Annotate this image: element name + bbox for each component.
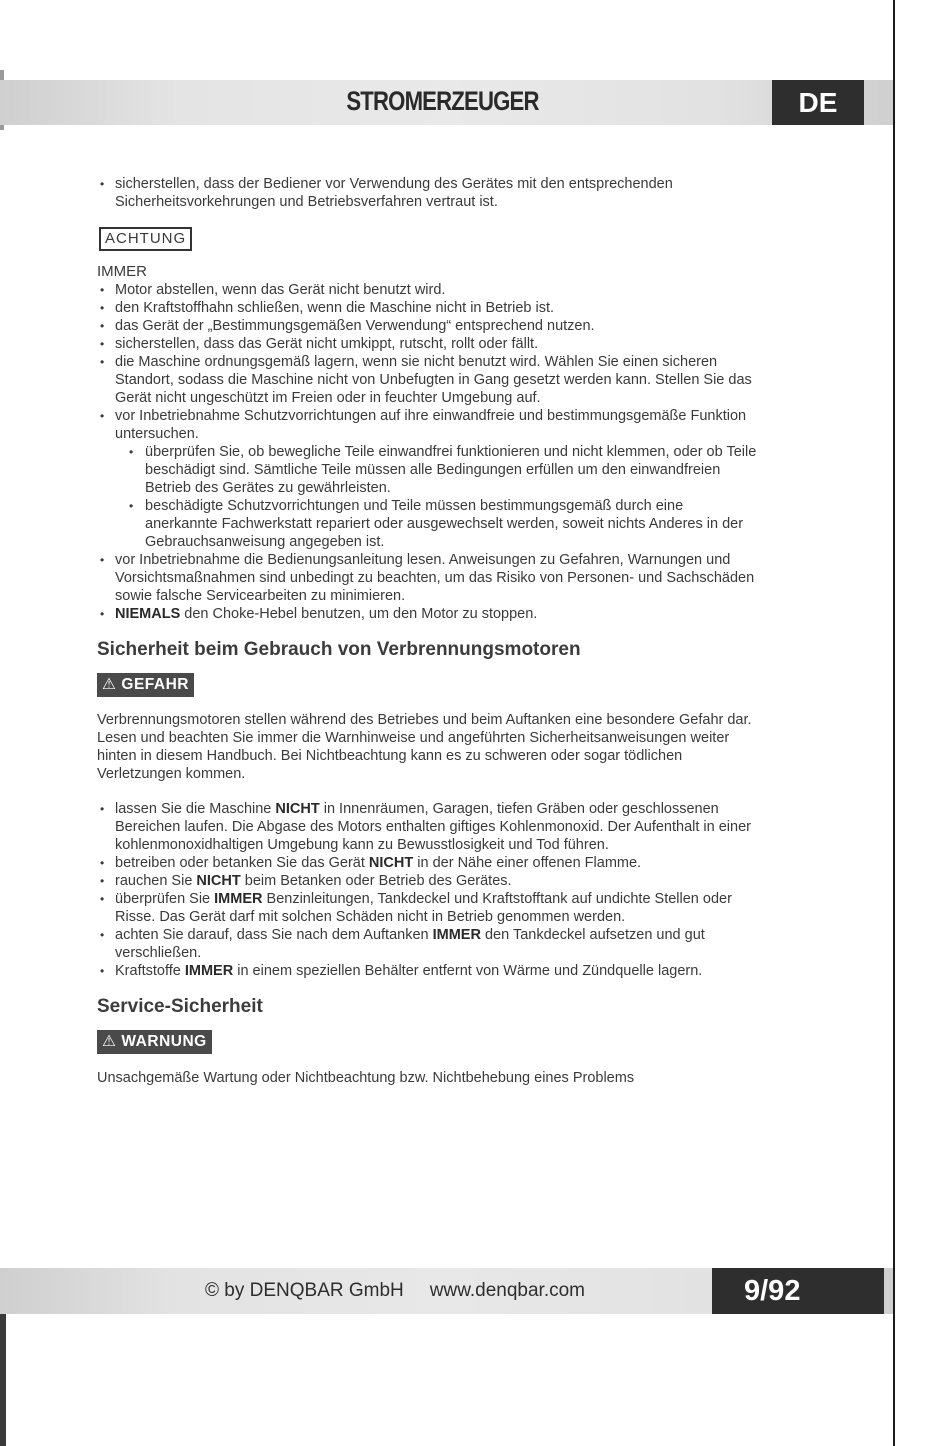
warnung-row: [97, 1030, 757, 1054]
emphasis: IMMER: [184, 963, 234, 979]
warning-triangle-icon: ⚠: [102, 676, 117, 693]
copyright: © by DENQBAR GmbH: [205, 1280, 404, 1301]
achtung-label: ACHTUNG: [99, 227, 192, 251]
list-item: [97, 962, 757, 980]
text: lassen Sie die Maschine: [115, 801, 276, 817]
language-badge: DE: [772, 80, 864, 125]
emphasis: IMMER: [214, 891, 263, 907]
text: den Tankdeckel aufsetzen und gut verschließen.: [115, 927, 705, 961]
footer: [205, 1280, 585, 1302]
section-heading: Service-Sicherheit: [97, 996, 263, 1017]
warning-label: WARNUNG: [121, 1033, 207, 1050]
list-item: • sicherstellen, dass das Gerät nicht umkippt, rutscht, rollt oder fällt.: [97, 335, 757, 353]
list-item: • den Kraftstoffhahn schließen, wenn die Maschine nicht in Betrieb ist.: [97, 299, 757, 317]
text: in einem speziellen Behälter entfernt von Wärme und Zündquelle lagern.: [233, 963, 703, 979]
emphasis: NIEMALS: [115, 606, 181, 622]
list-item: • sicherstellen, dass der Bediener vor Verwendung des Gerätes mit den entsprechenden Sicherheitsvorkehrungen und Betriebsverfahren vertraut ist.: [97, 175, 757, 211]
text: in Innenräumen, Garagen, tiefen Gräben oder geschlossenen Bereichen laufen. Die Abgase des Motors enthalten giftiges Kohlenmonoxid. Der Aufenthalt in einer kohlenmonoxidhaltigen Umgebung kann zu Bewusstlosigkeit und Tod führen.: [115, 801, 751, 853]
page-number: [712, 1268, 884, 1314]
page-number-text: 9/92: [744, 1275, 801, 1307]
immer-heading: IMMER: [97, 263, 147, 280]
list-item: [97, 890, 757, 926]
list-item: • die Maschine ordnungsgemäß lagern, wenn sie nicht benutzt wird. Wählen Sie einen sicheren Standort, sodass die Maschine nicht von Unbefugten in Gang gesetzt werden kann. Stellen Sie das Gerät nicht ungeschützt im Freien oder in feuchter Umgebung auf.: [97, 353, 757, 407]
list-item-text: den Choke-Hebel benutzen, um den Motor zu stoppen.: [180, 606, 538, 622]
emphasis: NICHT: [368, 855, 414, 871]
page-edge: [893, 0, 950, 1446]
list-item: [97, 854, 757, 872]
list-item: [97, 872, 757, 890]
achtung-row: [97, 227, 757, 251]
text: in der Nähe einer offenen Flamme.: [413, 855, 642, 871]
text: Kraftstoffe: [115, 963, 185, 979]
emphasis: NICHT: [196, 873, 241, 889]
list-item: [97, 605, 757, 623]
section-paragraph: Verbrennungsmotoren stellen während des Betriebes und beim Auftanken eine besondere Gefahr dar. Lesen und beachten Sie immer die Warnhinweise und angeführten Sicherheitsanweisungen weiter hinten in diesem Handbuch. Bei Nichtbeachtung kann es zu schweren oder sogar tödlichen Verletzungen kommen.: [97, 712, 752, 782]
warning-triangle-icon: ⚠: [102, 1033, 117, 1050]
text: betreiben oder betanken Sie das Gerät: [115, 855, 369, 871]
danger-label: GEFAHR: [121, 676, 189, 693]
text: rauchen Sie: [115, 873, 197, 889]
list-item: • das Gerät der „Bestimmungsgemäßen Verwendung“ entsprechend nutzen.: [97, 317, 757, 335]
list-item: • Motor abstellen, wenn das Gerät nicht benutzt wird.: [97, 281, 757, 299]
gefahr-row: [97, 673, 757, 697]
emphasis: IMMER: [432, 927, 481, 943]
list-item: [97, 926, 757, 962]
sub-list-item: • überprüfen Sie, ob bewegliche Teile einwandfrei funktionieren und nicht klemmen, oder ob Teile beschädigt sind. Sämtliche Teile müssen alle Bedingungen erfüllen um den einwandfreien Betrieb des Gerätes zu gewährleisten.: [97, 443, 757, 497]
warning-badge: [97, 1030, 212, 1054]
sub-list-item: • beschädigte Schutzvorrichtungen und Teile müssen bestimmungsgemäß durch eine anerkannte Fachwerkstatt repariert oder ausgewechselt werden, soweit nichts Anderes in der Gebrauchsanweisung angegeben ist.: [97, 497, 757, 551]
page-title: STROMERZEUGER: [346, 86, 539, 116]
list-item: [97, 800, 757, 854]
text: überprüfen Sie: [115, 891, 215, 907]
text: Benzinleitungen, Tankdeckel und Kraftstofftank auf undichte Stellen oder Risse. Das Gerät darf mit solchen Schäden nicht in Betrieb genommen werden.: [115, 891, 732, 925]
text: achten Sie darauf, dass Sie nach dem Auftanken: [115, 927, 433, 943]
list-item: • vor Inbetriebnahme die Bedienungsanleitung lesen. Anweisungen zu Gefahren, Warnungen und Vorsichtsmaßnahmen sind unbedingt zu beachten, um das Risiko von Personen- und Sachschäden sowie falsche Servicearbeiten zu minimieren.: [97, 551, 757, 605]
list-item: • vor Inbetriebnahme Schutzvorrichtungen auf ihre einwandfreie und bestimmungsgemäße Funktion untersuchen.: [97, 407, 757, 443]
website-url: www.denqbar.com: [429, 1280, 586, 1301]
text: beim Betanken oder Betrieb des Gerätes.: [240, 873, 512, 889]
emphasis: NICHT: [275, 801, 320, 817]
section-heading: Sicherheit beim Gebrauch von Verbrennungsmotoren: [97, 639, 581, 660]
section-paragraph: Unsachgemäße Wartung oder Nichtbeachtung bzw. Nichtbehebung eines Problems: [97, 1070, 635, 1086]
danger-badge: [97, 673, 194, 697]
main-content: [97, 175, 757, 1087]
